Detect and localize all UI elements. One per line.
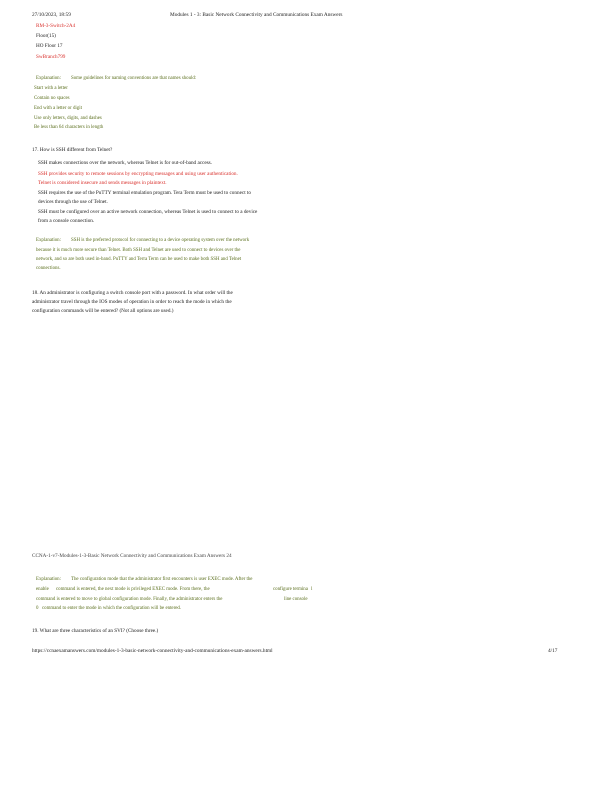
q18-question-line-1: 18. An administrator is configuring a switch console port with a password. In what order will the bbox=[32, 290, 233, 296]
q16-rule-5: Be less than 64 characters in length bbox=[34, 125, 104, 130]
q17-option-3-line-2: devices through the use of Telnet. bbox=[38, 199, 108, 205]
q17-option-2-line-2: Telnet is considered insecure and sends messages in plaintext. bbox=[38, 180, 167, 186]
q18-explanation-line-4: command to enter the mode in which the configuration will be entered. bbox=[42, 606, 182, 611]
q18-explanation-line-3: command is entered to move to global configuration mode. Finally, the administrator enters the bbox=[36, 597, 223, 602]
q18-command-line-console: line console bbox=[284, 597, 308, 602]
q17-explanation-line-2: because it is much more secure than Telnet. Both SSH and Telnet are used to connect to devices over the bbox=[36, 248, 241, 253]
page-number: 4/17 bbox=[548, 648, 558, 654]
q16-explanation-label: Explanation: bbox=[36, 76, 61, 81]
q18-question-line-2: administrator travel through the IOS modes of operation in order to reach the mode in which the bbox=[32, 299, 232, 305]
q17-option-1: SSH makes connections over the network, whereas Telnet is for out-of-band access. bbox=[38, 160, 212, 166]
q17-question: 17. How is SSH different from Telnet? bbox=[32, 147, 113, 153]
q18-explanation-line-1: The configuration mode that the administrator first encounters is user EXEC mode. After the bbox=[71, 577, 253, 582]
q17-option-4-line-1: SSH must be configured over an active network connection, whereas Telnet is used to connect to a device bbox=[38, 209, 258, 215]
q16-rule-3: End with a letter or digit bbox=[34, 106, 82, 111]
q17-explanation-line-3: network, and so are both used in-band. PuTTY and Terra Term can be used to make both SSH and Telnet bbox=[36, 257, 242, 262]
q17-option-2-line-1: SSH provides security to remote sessions by encrypting messages and using user authentication. bbox=[38, 171, 238, 177]
q18-command-terminal-tail: l bbox=[311, 587, 313, 592]
q17-option-4-line-2: from a console connection. bbox=[38, 218, 95, 224]
q18-command-configure-terminal: configure termina bbox=[273, 587, 308, 592]
q17-explanation-label: Explanation: bbox=[36, 238, 61, 243]
q17-explanation-line-1: SSH is the preferred protocol for connecting to a device operating system over the network bbox=[71, 238, 250, 243]
q18-image-caption: CCNA-1-v7-Modules-1-3-Basic Network Connectivity and Communications Exam Answers 24 bbox=[32, 553, 232, 559]
q17-explanation-line-4: connections. bbox=[36, 266, 61, 271]
q16-option-3: HO Floor 17 bbox=[36, 43, 63, 49]
q18-explanation-line-2: command is entered, the next mode is privileged EXEC mode. From there, the bbox=[56, 587, 210, 592]
q16-rule-2: Contain no spaces bbox=[34, 96, 70, 101]
q16-option-4: SwBranch799 bbox=[36, 54, 66, 60]
q18-question-line-3: configuration commands will be entered? (Not all options are used.) bbox=[32, 308, 174, 314]
print-datetime: 27/10/2023, 18:59 bbox=[32, 12, 71, 18]
q16-option-1: RM-3-Switch-2A4 bbox=[36, 23, 76, 29]
page-title: Modules 1 - 3: Basic Network Connectivity and Communications Exam Answers bbox=[170, 12, 343, 18]
q19-question: 19. What are three characteristics of an SVI? (Choose three.) bbox=[32, 628, 159, 634]
footer-url[interactable]: https://ccnaexamanswers.com/modules-1-3-basic-network-connectivity-and-communications-exam-answers.html bbox=[32, 648, 273, 654]
q18-command-zero: 0 bbox=[36, 606, 39, 611]
q16-explanation-text: Some guidelines for naming conventions are that names should: bbox=[71, 76, 197, 81]
q16-rule-4: Use only letters, digits, and dashes bbox=[34, 116, 102, 121]
q18-explanation-label: Explanation: bbox=[36, 577, 61, 582]
q16-rule-1: Start with a letter bbox=[34, 86, 68, 91]
q18-command-enable: enable bbox=[36, 587, 49, 592]
q16-option-2: Floor(15) bbox=[36, 33, 56, 39]
q17-option-3-line-1: SSH requires the use of the PuTTY terminal emulation program. Tera Term must be used to connect to bbox=[38, 190, 251, 196]
